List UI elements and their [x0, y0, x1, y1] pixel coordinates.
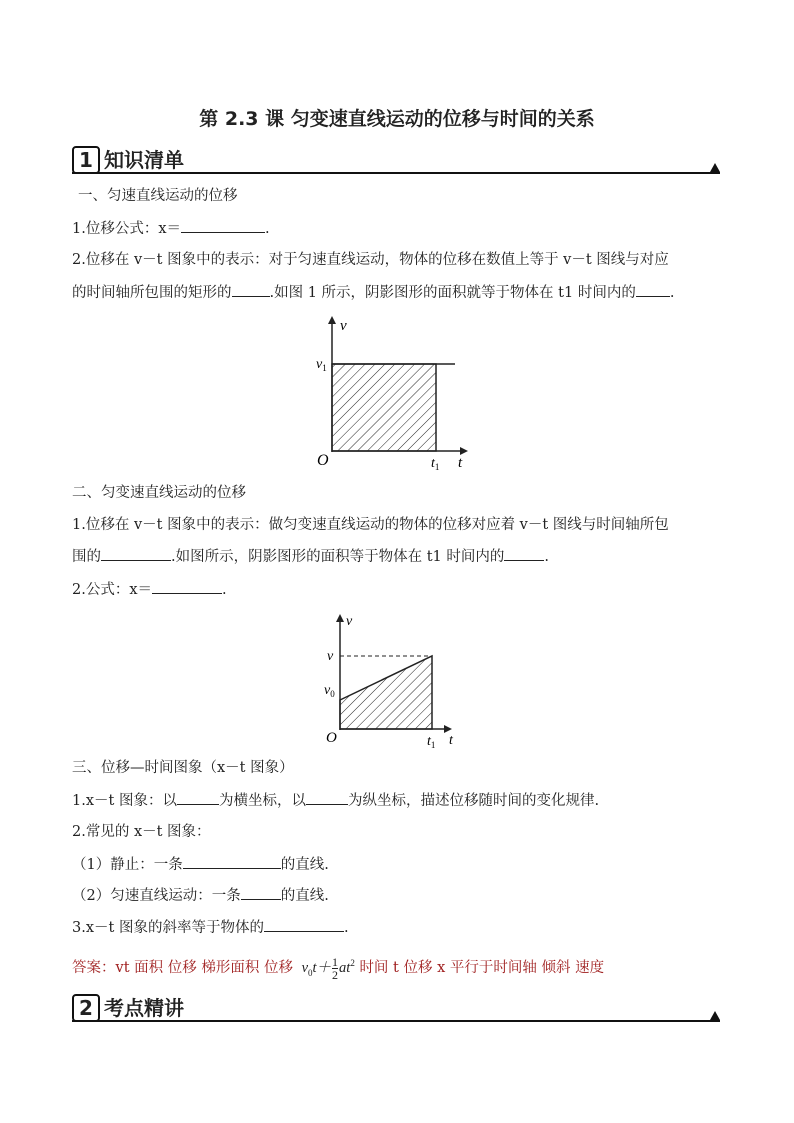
fill-blank[interactable]: [306, 790, 348, 805]
part3-item3: 3.x－t 图象的斜率等于物体的 .: [72, 917, 349, 938]
tick-label-v1: $v_1$: [316, 357, 327, 373]
fill-blank[interactable]: [101, 546, 171, 561]
section-header-1: [72, 144, 184, 174]
part3-sub2: （2）匀速直线运动：一条 的直线.: [72, 885, 329, 906]
part1-item2-line2: 的时间轴所包围的矩形的 .如图 1 所示，阴影图形的面积就等于物体在 t1 时间内的 .: [72, 282, 674, 303]
part3-sub1: （1）静止：一条 的直线.: [72, 854, 329, 875]
fill-blank[interactable]: [232, 282, 270, 297]
tick-label-t1: $t_1$: [431, 456, 440, 472]
part2-item1-line1: 1.位移在 v－t 图象中的表示：做匀变速直线运动的物体的位移对应着 v－t 图线与时间轴所包: [72, 517, 669, 533]
fill-blank[interactable]: [181, 218, 265, 233]
y-axis-arrow: [336, 614, 344, 622]
section-header-2: [72, 992, 184, 1022]
x-axis-arrow: [444, 725, 452, 733]
fill-blank[interactable]: [177, 790, 219, 805]
displacement-formula: $v_0t+$ $\frac{1}{2}$ $at^2$: [301, 955, 355, 982]
part2-item2: 2.公式：x＝ .: [72, 579, 227, 600]
figure-2-vt-graph: [318, 608, 468, 756]
triangle-marker-icon: [710, 1011, 720, 1020]
fill-blank[interactable]: [241, 885, 281, 900]
part2-item1-line2: 围的 .如图所示，阴影图形的面积等于物体在 t1 时间内的 .: [72, 546, 549, 567]
page-title: 第 2.3 课 匀变速直线运动的位移与时间的关系: [199, 108, 595, 130]
section-divider: [72, 172, 720, 174]
fill-blank[interactable]: [183, 854, 281, 869]
section-number-badge: 1: [72, 146, 100, 174]
part2-heading: 二、匀变速直线运动的位移: [72, 485, 246, 501]
fill-blank[interactable]: [636, 282, 670, 297]
shaded-trapezoid-area: [340, 656, 432, 729]
axis-label-t: t: [449, 733, 453, 748]
x-axis-arrow: [460, 447, 468, 455]
section-divider: [72, 1020, 720, 1022]
origin-label: O: [317, 452, 329, 469]
tick-label-v0: $v_0$: [324, 683, 335, 699]
y-axis-arrow: [328, 316, 336, 324]
section-number-badge: 2: [72, 994, 100, 1022]
section-title: 考点精讲: [104, 996, 184, 1020]
tick-label-t1: $t_1$: [427, 734, 436, 750]
fill-blank[interactable]: [264, 917, 344, 932]
part1-item1: 1.位移公式：x＝ .: [72, 218, 270, 239]
shaded-rectangle-area: [332, 364, 436, 451]
fill-blank[interactable]: [504, 546, 544, 561]
axis-label-v: v: [340, 318, 347, 334]
origin-label: O: [326, 730, 337, 746]
answer-line: 答案：vt 面积 位移 梯形面积 位移 $v_0t+$ $\frac{1}{2}$ $at^2$ 时间 t 位移 x 平行于时间轴 倾斜 速度: [72, 955, 605, 982]
axis-label-t: t: [458, 455, 463, 471]
part1-heading: 一、匀速直线运动的位移: [78, 188, 238, 204]
triangle-marker-icon: [710, 163, 720, 172]
tick-label-v: v: [327, 649, 334, 664]
fill-blank[interactable]: [152, 579, 222, 594]
part1-item2-line1: 2.位移在 v－t 图象中的表示：对于匀速直线运动，物体的位移在数值上等于 v－t 图线与对应: [72, 252, 669, 268]
figure-1-vt-graph: [310, 310, 480, 475]
part3-item1: 1.x－t 图象：以 为横坐标，以 为纵坐标，描述位移随时间的变化规律.: [72, 790, 599, 811]
part3-heading: 三、位移—时间图象（x－t 图象）: [72, 760, 294, 776]
axis-label-v: v: [346, 614, 353, 629]
section-title: 知识清单: [104, 148, 184, 172]
part3-item2: 2.常见的 x－t 图象：: [72, 824, 211, 840]
